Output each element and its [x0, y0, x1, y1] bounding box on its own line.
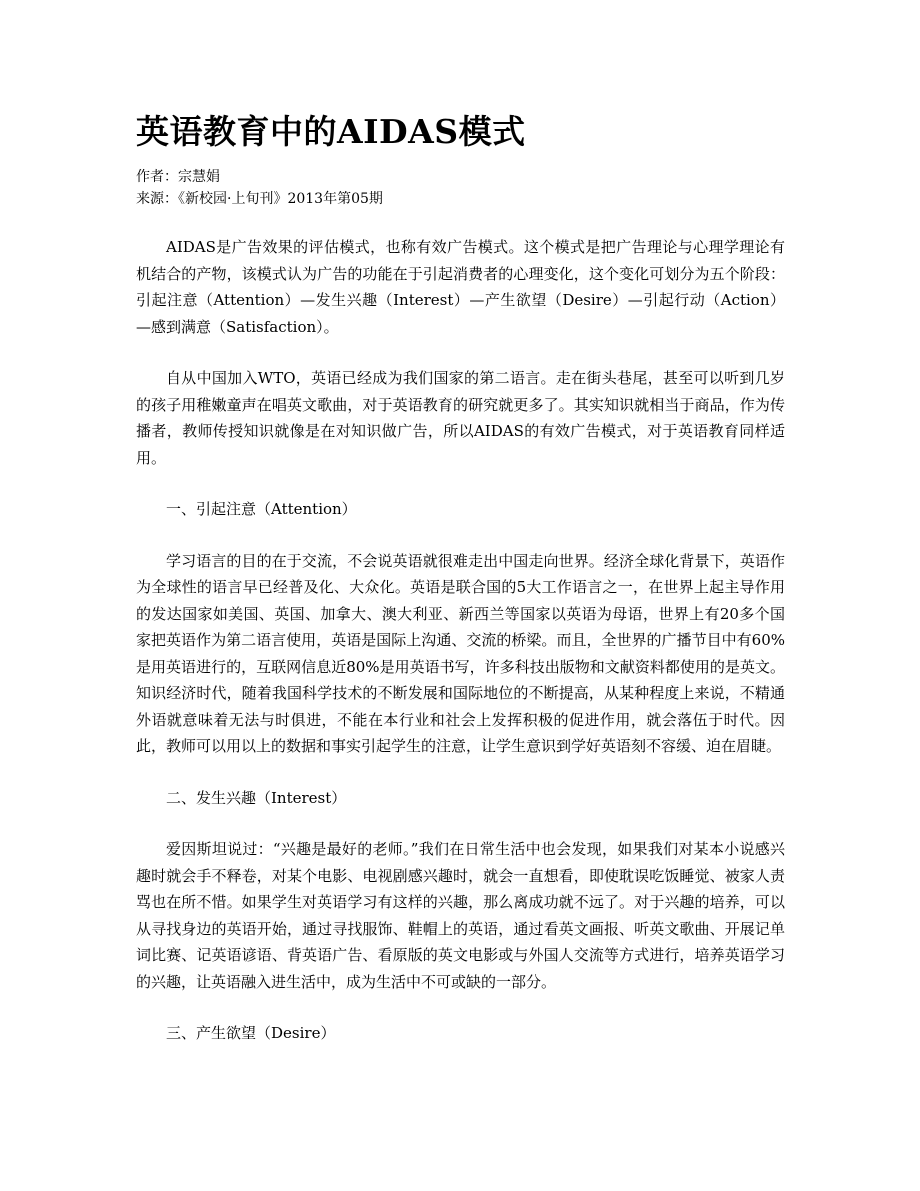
- paragraph-interest: 爱因斯坦说过：“兴趣是最好的老师。”我们在日常生活中也会发现，如果我们对某本小说感兴趣时就会手不释卷，对某个电影、电视剧感兴趣时，就会一直想看，即使耽误吃饭睡觉、被家人责骂也在所不惜。如果学生对英语学习有这样的兴趣，那么离成功就不远了。对于兴趣的培养，可以从寻找身边的英语开始，通过寻找服饰、鞋帽上的英语，通过看英文画报、听英文歌曲、开展记单词比赛、记英语谚语、背英语广告、看原版的英文电影或与外国人交流等方式进行，培养英语学习的兴趣，让英语融入进生活中，成为生活中不可或缺的一部分。: [136, 840, 785, 991]
- article-title: 英语教育中的AIDAS模式: [136, 112, 526, 151]
- paragraph-wto: 自从中国加入WTO，英语已经成为我们国家的第二语言。走在街头巷尾，甚至可以听到几岁的孩子用稚嫩童声在唱英文歌曲，对于英语教育的研究就更多了。其实知识就相当于商品，作为传播者，教师传授知识就像是在对知识做广告，所以AIDAS的有效广告模式，对于英语教育同样适用。: [136, 369, 785, 467]
- section-heading-interest: 二、发生兴趣（Interest）: [166, 788, 347, 807]
- paragraph-attention: 学习语言的目的在于交流，不会说英语就很难走出中国走向世界。经济全球化背景下，英语作为全球性的语言早已经普及化、大众化。英语是联合国的5大工作语言之一，在世界上起主导作用的发达国家如美国、英国、加拿大、澳大利亚、新西兰等国家以英语为母语，世界上有20多个国家把英语作为第二语言使用，英语是国际上沟通、交流的桥梁。而且，全世界的广播节目中有60%是用英语进行的，互联网信息近80%是用英语书写，许多科技出版物和文献资料都使用的是英文。知识经济时代，随着我国科学技术的不断发展和国际地位的不断提高，从某种程度上来说，不精通外语就意味着无法与时俱进，不能在本行业和社会上发挥积极的促进作用，就会落伍于时代。因此，教师可以用以上的数据和事实引起学生的注意，让学生意识到学好英语刻不容缓、迫在眉睫。: [136, 551, 785, 755]
- article-body: [136, 234, 785, 1047]
- section-heading-desire: 三、产生欲望（Desire）: [166, 1024, 336, 1042]
- source-line: 来源：《新校园·上旬刊》2013年第05期: [136, 191, 383, 207]
- author-line: 作者：宗慧娟: [136, 169, 220, 185]
- article-meta: [136, 166, 785, 210]
- paragraph-intro: AIDAS是广告效果的评估模式，也称有效广告模式。这个模式是把广告理论与心理学理论有机结合的产物，该模式认为广告的功能在于引起消费者的心理变化，这个变化可划分为五个阶段：引起注意（Attention）—发生兴趣（Interest）—产生欲望（Desire）—引起行动（Action）—感到满意（Satisfaction）。: [136, 238, 785, 336]
- section-heading-attention: 一、引起注意（Attention）: [166, 500, 357, 518]
